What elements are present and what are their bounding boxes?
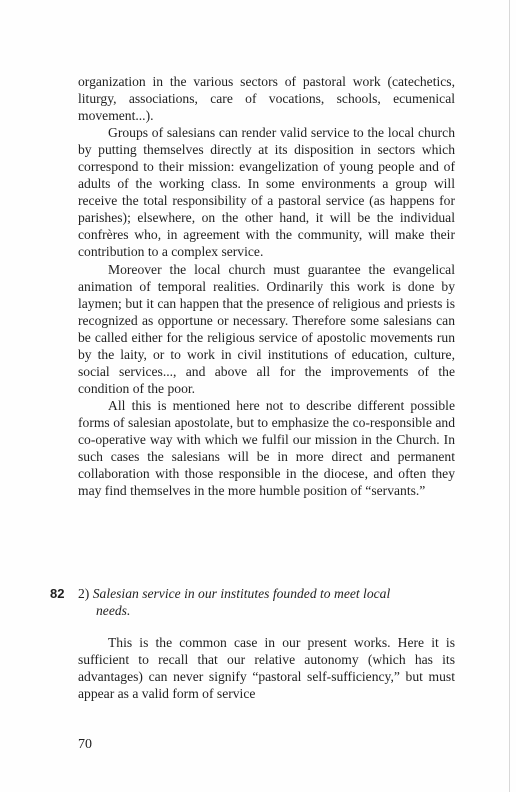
margin-paragraph-number: 82 xyxy=(50,586,65,601)
page-edge-line xyxy=(509,0,510,792)
body-text-bottom xyxy=(78,634,455,702)
section-heading xyxy=(78,585,455,619)
section-number: 2) xyxy=(78,586,90,601)
body-text-top xyxy=(78,73,455,499)
paragraph-groups-of-salesians: Groups of salesians can render valid service to the local church by putting themselves directly at its disposition in sectors which correspond to their mission: evangelization of young people and of adults of the working class. In some environments a group will receive the total responsibility of a pastoral service (as happens for parishes); elsewhere, on the other hand, it will be the individual confrères who, in agreement with the community, will make their contribution to a complex service. xyxy=(78,125,455,260)
page-number: 70 xyxy=(78,737,92,752)
paragraph-local-church: Moreover the local church must guarantee the evangelical animation of temporal realities. Ordinarily this work is done by laymen; but it can happen that the presence of religious and priests is recognized as opportune or necessary. Therefore some salesians can be called either for the religious service of apostolic movements run by the laity, or to work in civil institutions of education, culture, social services..., and above all for the improvements of the condition of the poor. xyxy=(78,261,455,396)
paragraph-common-case: This is the common case in our present works. Here it is sufficient to recall that our relative autonomy (which has its advantages) can never signify “pastoral self-sufficiency,” but must appear as a valid form of service xyxy=(78,635,455,702)
section-title: Salesian service in our institutes founded to meet local xyxy=(92,586,391,601)
section-title-continued: needs. xyxy=(96,603,131,618)
paragraph-all-this: All this is mentioned here not to describe different possible forms of salesian apostolate, but to emphasize the co-responsible and co-operative way with which we fulfil our mission in the Church. In such cases the salesians will be in more direct and permanent collaboration with those responsible in the diocese, and often they may find themselves in the more humble position of “servants.” xyxy=(78,397,455,499)
paragraph-continuation: organization in the various sectors of pastoral work (catechetics, liturgy, associations, care of vocations, schools, ecumenical movement...). xyxy=(78,74,455,124)
